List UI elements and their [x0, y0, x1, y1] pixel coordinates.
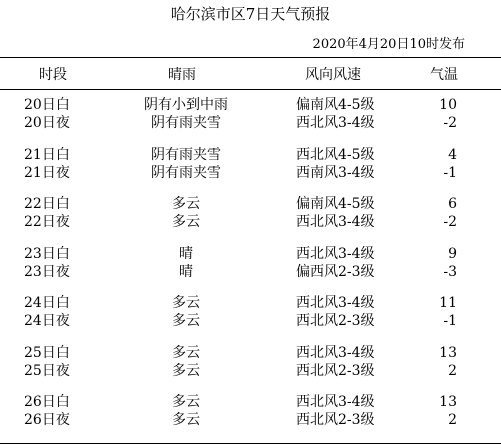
header-bottom-rule: [0, 89, 501, 90]
wind-cell: 西北风3-4级: [296, 295, 375, 311]
temperature-cell: 13: [439, 344, 457, 361]
temperature-cell: 2: [448, 362, 457, 379]
time-period-cell: 26日白: [24, 394, 70, 410]
wind-cell: 西北风2-3级: [296, 362, 375, 379]
temperature-cell: 11: [439, 295, 457, 311]
table-row: [0, 393, 501, 411]
temperature-cell: 9: [448, 245, 457, 262]
time-period-cell: 23日夜: [24, 263, 70, 280]
forecast-day-group: [0, 344, 501, 394]
table-row: [0, 164, 501, 182]
time-period-cell: 24日白: [24, 295, 70, 311]
wind-cell: 偏南风4-5级: [296, 196, 375, 212]
temperature-cell: 6: [448, 196, 457, 212]
forecast-day-group: [0, 245, 501, 295]
wind-cell: 偏西风2-3级: [296, 263, 375, 280]
temperature-cell: -1: [443, 313, 457, 329]
sky-condition-cell: 阴有小到中雨: [144, 97, 228, 113]
time-period-cell: 21日白: [24, 146, 70, 163]
temperature-cell: 13: [439, 394, 457, 410]
wind-cell: 西北风3-4级: [296, 344, 375, 361]
table-row: [0, 344, 501, 362]
table-row: [0, 114, 501, 132]
time-period-cell: 23日白: [24, 245, 70, 262]
time-period-cell: 20日夜: [24, 115, 70, 131]
wind-cell: 西北风3-4级: [296, 245, 375, 262]
sky-condition-cell: 阴有雨夹雪: [151, 164, 221, 181]
time-period-cell: 25日白: [24, 344, 70, 361]
column-header-temp: 气温: [430, 67, 458, 83]
wind-cell: 西北风3-4级: [296, 394, 375, 410]
temperature-cell: 2: [448, 412, 457, 428]
time-period-cell: 25日夜: [24, 362, 70, 379]
table-row: [0, 362, 501, 380]
table-row: [0, 213, 501, 231]
sky-condition-cell: 多云: [172, 313, 200, 329]
forecast-day-group: [0, 294, 501, 344]
sky-condition-cell: 阴有雨夹雪: [151, 146, 221, 163]
wind-cell: 西南风3-4级: [296, 164, 375, 181]
table-row: [0, 146, 501, 164]
column-header-time: 时段: [39, 67, 67, 83]
table-row: [0, 411, 501, 429]
issued-time: 2020年4月20日10时发布: [312, 37, 465, 52]
page-title: 哈尔滨市区7日天气预报: [170, 5, 331, 23]
table-bottom-rule: [0, 443, 501, 444]
sky-condition-cell: 多云: [172, 295, 200, 311]
time-period-cell: 26日夜: [24, 412, 70, 428]
sky-condition-cell: 阴有雨夹雪: [151, 115, 221, 131]
forecast-day-group: [0, 393, 501, 443]
temperature-cell: -1: [443, 164, 457, 181]
sky-condition-cell: 多云: [172, 196, 200, 212]
header-top-rule: [0, 57, 501, 58]
table-row: [0, 96, 501, 114]
time-period-cell: 22日白: [24, 196, 70, 212]
temperature-cell: -2: [443, 115, 457, 131]
forecast-day-group: [0, 195, 501, 245]
temperature-cell: 4: [448, 146, 457, 163]
wind-cell: 偏南风4-5级: [296, 97, 375, 113]
forecast-day-group: [0, 146, 501, 196]
forecast-day-group: [0, 96, 501, 146]
table-row: [0, 195, 501, 213]
sky-condition-cell: 晴: [179, 263, 193, 280]
sky-condition-cell: 多云: [172, 412, 200, 428]
sky-condition-cell: 多云: [172, 394, 200, 410]
wind-cell: 西北风3-4级: [296, 115, 375, 131]
forecast-table-body: [0, 96, 501, 443]
temperature-cell: 10: [439, 97, 457, 113]
column-header-sky: 晴雨: [168, 67, 196, 83]
wind-cell: 西北风4-5级: [296, 146, 375, 163]
sky-condition-cell: 多云: [172, 344, 200, 361]
time-period-cell: 21日夜: [24, 164, 70, 181]
table-row: [0, 294, 501, 312]
table-row: [0, 263, 501, 281]
temperature-cell: -2: [443, 214, 457, 230]
column-header-wind: 风向风速: [305, 67, 361, 83]
time-period-cell: 20日白: [24, 97, 70, 113]
temperature-cell: -3: [443, 263, 457, 280]
sky-condition-cell: 多云: [172, 362, 200, 379]
table-row: [0, 312, 501, 330]
time-period-cell: 24日夜: [24, 313, 70, 329]
wind-cell: 西北风2-3级: [296, 313, 375, 329]
time-period-cell: 22日夜: [24, 214, 70, 230]
sky-condition-cell: 晴: [179, 245, 193, 262]
wind-cell: 西北风3-4级: [296, 214, 375, 230]
table-row: [0, 245, 501, 263]
wind-cell: 西北风2-3级: [296, 412, 375, 428]
sky-condition-cell: 多云: [172, 214, 200, 230]
